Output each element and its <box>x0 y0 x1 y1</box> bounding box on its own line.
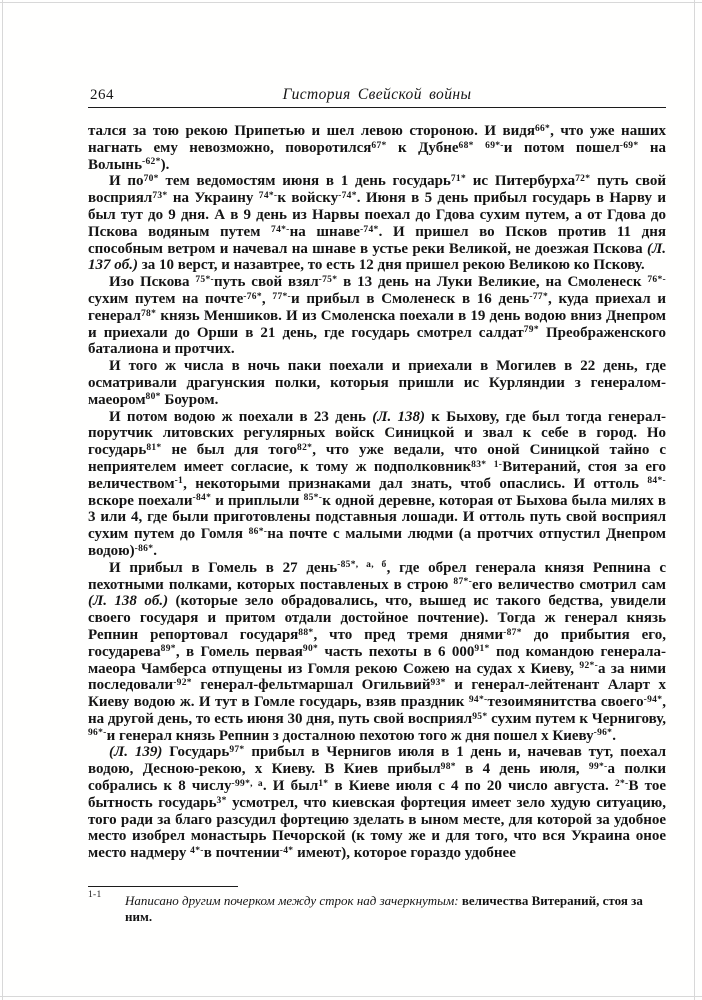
running-title: Гистория Свейской войны <box>282 86 472 103</box>
paragraph: тался за тою рекою Припетью и шел левою стороною. И видя$^{66*}$, что уже наших нагнать ему невозможно, поворотился$^{67*}$ к Дубне$^{68*}$ $^{69*-}$и потом пошел$^{-69*}$ на Волынь$^{-62*}$). <box>88 123 666 173</box>
paragraph: И $по^{70*}$ тем ведомостям июня в 1 день государь$^{71*}$ ис Питербурха$^{72*}$ путь свой восприял$^{73*}$ на Украину $^{74*-}$к войску$^{-74*}$. Июня в 5 день прибыл государь в Нарву и был тут до 9 дня. А в 9 день из Нарвы поехал до Гдова сухим путем, а от Гдова до Пскова водяным путем $^{74*-}$на шнаве$^{-74*}$. И пришел во Псков против 11 дня способным ветром и начевал на шнаве в устье реки Великой, не доезжая Пскова (Л. 137 об.) за 10 верст, и назавтрее, то есть 12 дня пришел рекою Великою ко Пскову. <box>88 173 666 274</box>
header-rule <box>88 107 666 108</box>
paragraph: Изо Пскова $^{75*-}$путь свой взял$^{-75*}$ в 13 день на Луки Великие, на Смоленеск $^{76*-}$сухим путем на почте$^{-76*}$, $^{77*-}$и прибыл в Смоленеск в 16 день$^{-77*}$, куда приехал и генерал$^{78*}$ князь Меншиков. И из Смоленска поехали в 19 день водою вниз Днепром и приехали до Орши в 21 день, где государь смотрел салдат$^{79*}$ Преображенского баталиона и протчих. <box>88 274 666 358</box>
paragraph: (Л. 139) Государь$^{97*}$ прибыл в Чернигов июля в 1 день и, начевав тут, поехал водою, Десною-рекою, х Киеву. В Киев прибыл$^{98*}$ в 4 день июля, $^{99*-}$а полки собрались к 8 числу$^{-99*, а}$. И был$^{1*}$ в Киеве июля с 4 по 20 число августа. $^{2*-}$В тое бытность государь$^{3*}$ усмотрел, что киевская фортеция имеет зело худую ситуацию, того ради за благо разсудил фортецию зделать в ыном месте, для которой за удобное место изобрел монастырь Печорской (к тому же и для того, что вся Украина оное место надмеру $^{4*-}$в почтении$^{-4*}$ имеют), которое гораздо удобнее <box>88 744 666 862</box>
page-header <box>88 86 666 106</box>
scan-edge-right <box>694 0 695 1000</box>
footnote-rule <box>88 886 238 887</box>
scan-edge-top <box>0 2 702 3</box>
footnote-text: Написано другим почерком между строк над зачеркнутым: величества Витераний, стоя за ним. <box>125 893 643 924</box>
page-number: 264 <box>90 87 114 103</box>
scan-edge-left <box>2 0 3 1000</box>
scan-edge-bottom <box>0 996 702 997</box>
paragraph: И прибыл в Гомель в 27 день$^{-85*, а, б}$, где обрел генерала князя Репнина с пехотными полками, которых поставленых в строю $^{87*-}$его величество смотрил сам (Л. 138 об.) (которые зело обрадовались, что, вышед ис такого бедства, увидели своего государя и притом отдали достойное почтение). Тогда ж генерал князь Репнин репортовал государя$^{88*}$, что пред тремя днями$^{-87*}$ до прибытия его, государева$^{89*}$, в Гомель первая$^{90*}$ часть пехоты в 6 $000^{91*}$ под командою генерала-маеора Чамберса отпущены из Гомля рекою Сожею на судах х Киеву, $^{92*-}$а за ними последовали$^{-92*}$ генерал-фельтмаршал Огильвий$^{93*}$ и генерал-лейтенант Аларт х Киеву водою ж. И тут в Гомле государь, взяв праздник $^{94*-}$тезоимянитства своего$^{-94*}$, на другой день, то есть июня 30 дня, путь свой восприял$^{95*}$ сухим путем к Чернигову, $^{96*-}$и генерал князь Репнин з досталною пехотою того ж дня пошел х Киеву$^{-96*}$. <box>88 559 666 744</box>
footnote <box>88 886 666 925</box>
paragraph: И потом водою ж поехали в 23 день (Л. 138) к Быхову, где был тогда генерал-порутчик литовских регулярных войск Синицкой и звал к себе в город. Но государь$^{81*}$ не был для того$^{82*}$, что уже ведали, что оной Синицкой тайно с неприятелем имеет согласие, к тому ж подполковник$^{83*}$ $^{1-}$Витераний, стоя за его величеством$^{-1}$, некоторыми признаками дал знать, чтоб опаслись. И оттоль $^{84*-}$вскоре поехали$^{-84*}$ и приплыли $^{85*-}$к одной деревне, которая от Быхова была милях в 3 или 4, где были приготовлены подставныя лошади. И оттоль путь свой восприял сухим путем до Гомля $^{86*-}$на почте с малыми людми (а протчих отпустил Днепром водою)$^{-86*}$. <box>88 408 666 559</box>
body-text <box>88 123 666 862</box>
paragraph: И того ж числа в ночь паки поехали и приехали в Могилев в 22 день, где осматривали драгунския полки, которыя пришли ис Курляндии з генералом-маеором$^{80*}$ Боуром. <box>88 358 666 408</box>
footnote-marker: 1-1 <box>88 890 102 900</box>
footnote-body <box>88 890 666 925</box>
